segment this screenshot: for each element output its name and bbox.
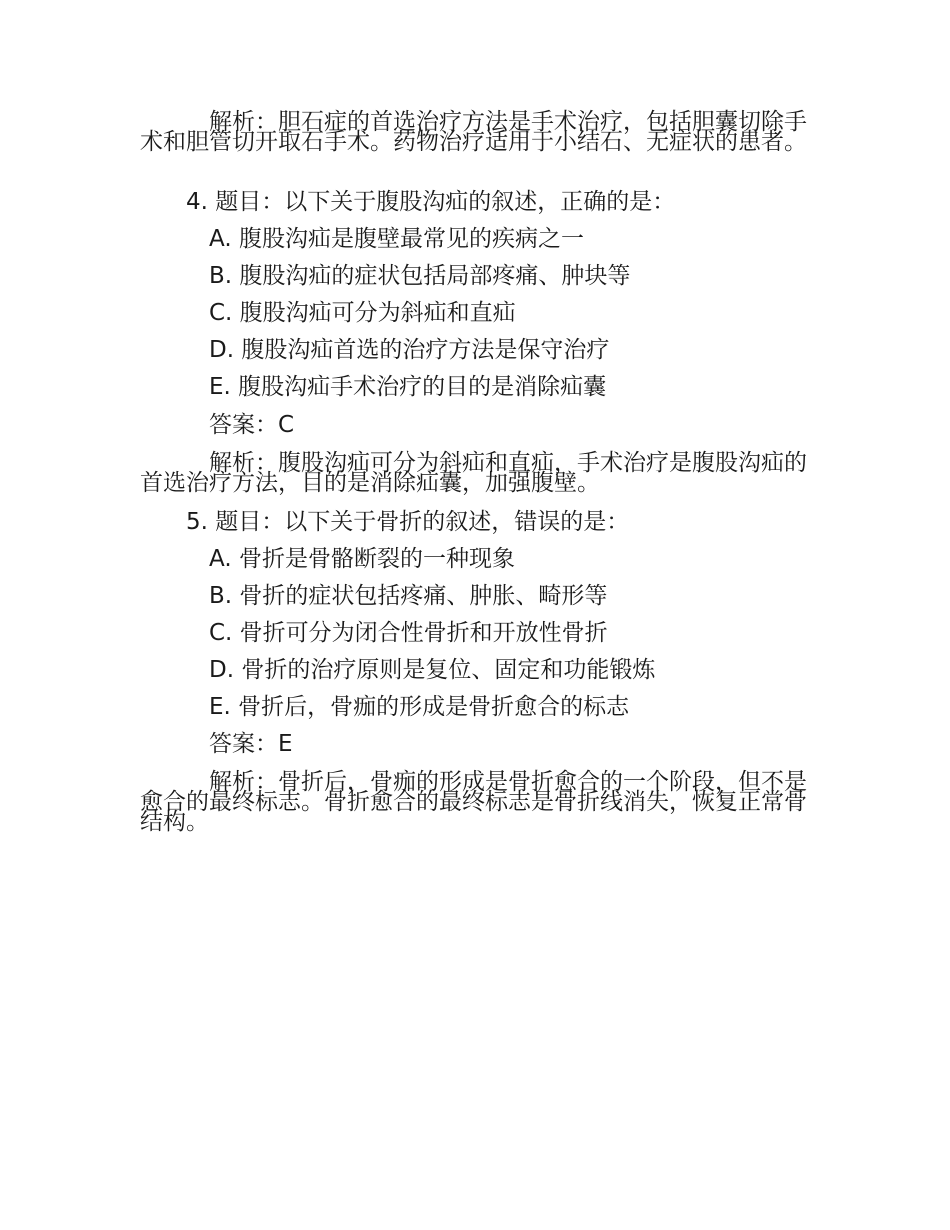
explanation-paragraph: 解析：胆石症的首选治疗方法是手术治疗，包括胆囊切除手术和胆管切开取石手术。药物治疗适用于小结石、无症状的患者。 xyxy=(140,109,807,155)
question-5-option-e: E. 骨折后，骨痂的形成是骨折愈合的标志 xyxy=(209,694,630,720)
question-5-answer: 答案：E xyxy=(209,731,293,757)
question-4-option-a: A. 腹股沟疝是腹壁最常见的疾病之一 xyxy=(209,226,584,252)
question-4-explanation: 解析：腹股沟疝可分为斜疝和直疝，手术治疗是腹股沟疝的首选治疗方法，目的是消除疝囊，加强腹壁。 xyxy=(140,450,807,496)
question-4-option-d: D. 腹股沟疝首选的治疗方法是保守治疗 xyxy=(209,337,610,363)
question-5-option-c: C. 骨折可分为闭合性骨折和开放性骨折 xyxy=(209,620,608,646)
question-4-stem: 4. 题目：以下关于腹股沟疝的叙述，正确的是： xyxy=(186,189,676,215)
question-5-option-d: D. 骨折的治疗原则是复位、固定和功能锻炼 xyxy=(209,657,656,683)
question-5-stem: 5. 题目：以下关于骨折的叙述，错误的是： xyxy=(186,509,630,535)
question-5-explanation: 解析：骨折后，骨痂的形成是骨折愈合的一个阶段，但不是愈合的最终标志。骨折愈合的最终标志是骨折线消失，恢复正常骨结构。 xyxy=(140,769,807,835)
question-4-answer: 答案：C xyxy=(209,412,295,438)
question-4-option-c: C. 腹股沟疝可分为斜疝和直疝 xyxy=(209,300,516,326)
question-5-option-a: A. 骨折是骨骼断裂的一种现象 xyxy=(209,546,515,572)
question-4-option-b: B. 腹股沟疝的症状包括局部疼痛、肿块等 xyxy=(209,263,631,289)
question-5-option-b: B. 骨折的症状包括疼痛、肿胀、畸形等 xyxy=(209,583,608,609)
question-4-option-e: E. 腹股沟疝手术治疗的目的是消除疝囊 xyxy=(209,374,607,400)
